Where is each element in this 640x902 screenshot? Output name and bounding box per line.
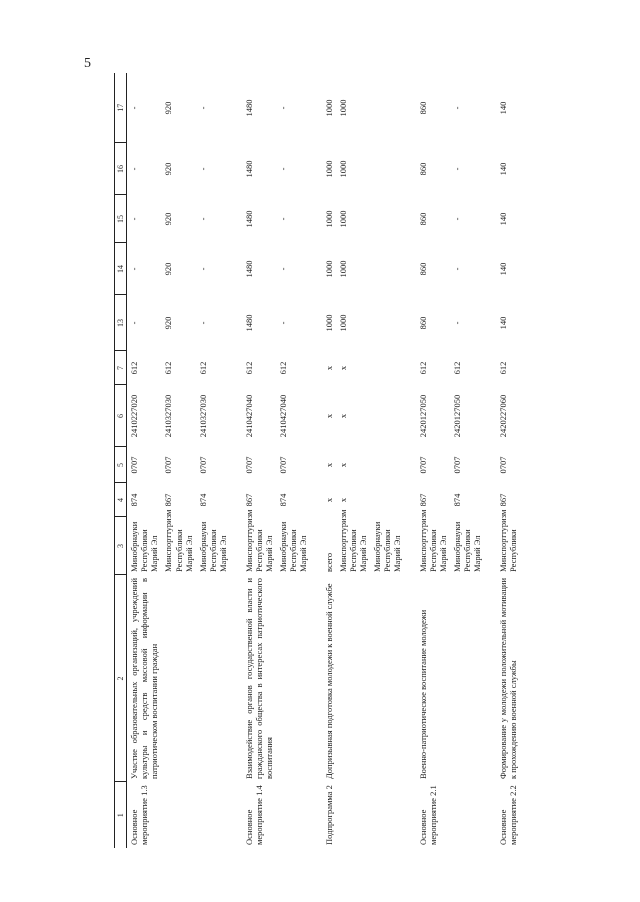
column-header-6: 6 <box>115 385 127 447</box>
table-header <box>115 73 127 848</box>
cell-c15: 1000 <box>323 210 334 228</box>
cell-c17: 1480 <box>243 99 254 117</box>
cell-c5: 0707 <box>243 456 254 474</box>
column-header-16: 16 <box>115 143 127 195</box>
cell-c13: - <box>129 321 140 325</box>
cell-c2 <box>370 575 404 782</box>
cell-c15: - <box>129 217 140 221</box>
column-header-13: 13 <box>115 295 127 351</box>
cell-c6: 2410427040 <box>243 394 254 438</box>
cell-c16: - <box>277 167 288 171</box>
cell-c3: Минспорттуризм Республики <box>497 509 518 572</box>
cell-c13: - <box>197 321 208 325</box>
cell-c4: x <box>323 497 334 503</box>
table-row <box>322 73 336 848</box>
cell-c15 <box>370 195 404 243</box>
cell-c1 <box>370 782 404 848</box>
cell-c4: 867 <box>417 493 428 507</box>
cell-c3: Минспорттуризм Республики Марий Эл <box>243 509 274 572</box>
table-row <box>276 73 310 848</box>
cell-c13: 920 <box>163 316 174 330</box>
cell-c1 <box>196 782 230 848</box>
cell-c3: Минобрнауки Республики Марий Эл <box>277 521 308 572</box>
cell-c15: - <box>451 217 462 221</box>
table-row <box>370 73 404 848</box>
cell-c14: - <box>451 267 462 271</box>
cell-c17: - <box>197 106 208 110</box>
cell-c2 <box>336 575 370 782</box>
cell-c7: 612 <box>129 361 140 375</box>
cell-c13: 860 <box>417 316 428 330</box>
table-body <box>127 73 520 848</box>
cell-c7: 612 <box>197 361 208 375</box>
cell-c2 <box>450 575 484 782</box>
cell-c14: 1000 <box>337 260 348 278</box>
cell-c13: 1480 <box>243 314 254 332</box>
cell-c3: Минспорттуризм Республики Марий Эл <box>163 509 194 572</box>
cell-c16 <box>370 143 404 195</box>
cell-c1: Основное мероприятие 2.2 <box>497 785 518 845</box>
cell-c16: 1000 <box>323 160 334 178</box>
cell-c3: Минобрнауки Республики Марий Эл <box>371 521 402 572</box>
rotated-table-container <box>114 78 634 848</box>
cell-c5: 0707 <box>497 456 508 474</box>
cell-c16: - <box>451 167 462 171</box>
cell-c5: 0707 <box>277 456 288 474</box>
table-row <box>242 73 276 848</box>
row-spacer <box>484 73 496 848</box>
cell-c15: 1000 <box>337 210 348 228</box>
cell-c5: x <box>337 462 348 468</box>
cell-c14: - <box>277 267 288 271</box>
cell-c17: 1000 <box>323 99 334 117</box>
table-row <box>127 73 162 848</box>
cell-c6: 2410427040 <box>277 394 288 438</box>
table-row <box>161 73 195 848</box>
cell-c4: 874 <box>451 493 462 507</box>
cell-c16: 140 <box>497 162 508 176</box>
cell-c1: Основное мероприятие 2.1 <box>417 785 438 845</box>
cell-c5: 0707 <box>129 456 140 474</box>
cell-c15: - <box>277 217 288 221</box>
row-spacer <box>230 73 242 848</box>
cell-c14: 920 <box>163 262 174 276</box>
cell-c6: 2410327030 <box>197 394 208 438</box>
cell-c17: 1000 <box>337 99 348 117</box>
cell-c15: 860 <box>417 212 428 226</box>
cell-c14: 140 <box>497 262 508 276</box>
cell-c4: 874 <box>129 493 140 507</box>
cell-c14: 1480 <box>243 260 254 278</box>
table-row <box>336 73 370 848</box>
cell-c16: 1000 <box>337 160 348 178</box>
cell-c15: 140 <box>497 212 508 226</box>
cell-c16: 860 <box>417 162 428 176</box>
cell-c7: 612 <box>163 361 174 375</box>
column-header-15: 15 <box>115 195 127 243</box>
cell-c7: 612 <box>277 361 288 375</box>
cell-c16: - <box>129 167 140 171</box>
cell-c5: 0707 <box>451 456 462 474</box>
column-header-7: 7 <box>115 351 127 385</box>
cell-c17: - <box>277 106 288 110</box>
cell-c7: 612 <box>497 361 508 375</box>
cell-c7: x <box>323 365 334 371</box>
cell-c5: x <box>323 462 334 468</box>
cell-c7: 612 <box>417 361 428 375</box>
column-header-2: 2 <box>115 575 127 782</box>
cell-c2: Военно-патриотическое воспитание молодежи <box>417 609 428 779</box>
cell-c6: 2420227060 <box>497 394 508 438</box>
cell-c4: 867 <box>243 493 254 507</box>
table-row <box>416 73 450 848</box>
cell-c7 <box>370 351 404 385</box>
cell-c5: 0707 <box>163 456 174 474</box>
cell-c16: - <box>197 167 208 171</box>
cell-c13 <box>370 295 404 351</box>
cell-c2 <box>276 575 310 782</box>
cell-c14: - <box>129 267 140 271</box>
cell-c7: 612 <box>451 361 462 375</box>
cell-c4: 867 <box>497 493 508 507</box>
cell-c2: Взаимодействие органов государственной власти и гражданского общества в интересах патриотического воспитания <box>243 578 274 779</box>
cell-c1 <box>336 782 370 848</box>
cell-c3: Минспорттуризм Республики Марий Эл <box>337 509 368 572</box>
cell-c15: - <box>197 217 208 221</box>
column-header-4: 4 <box>115 483 127 517</box>
cell-c3: всего <box>323 552 334 572</box>
cell-c7: x <box>337 365 348 371</box>
cell-c5: 0707 <box>197 456 208 474</box>
cell-c4: 874 <box>197 493 208 507</box>
cell-c7: 612 <box>243 361 254 375</box>
cell-c6: 2420127050 <box>417 394 428 438</box>
row-spacer <box>404 73 416 848</box>
cell-c6: 2410227020 <box>129 394 140 438</box>
column-header-5: 5 <box>115 447 127 483</box>
cell-c5 <box>370 447 404 483</box>
cell-c4: 874 <box>277 493 288 507</box>
cell-c16: 920 <box>163 162 174 176</box>
cell-c13: - <box>451 321 462 325</box>
cell-c2: Допризывная подготовка молодежи к военной службе <box>323 583 334 779</box>
cell-c6: 2410327030 <box>163 394 174 438</box>
cell-c13: 140 <box>497 316 508 330</box>
cell-c14 <box>370 243 404 295</box>
cell-c17: - <box>129 106 140 110</box>
cell-c17 <box>370 73 404 143</box>
budget-table <box>114 73 520 848</box>
cell-c6 <box>370 385 404 447</box>
cell-c13: 1000 <box>323 314 334 332</box>
cell-c14: 860 <box>417 262 428 276</box>
cell-c16: 1480 <box>243 160 254 178</box>
cell-c1 <box>450 782 484 848</box>
cell-c4 <box>370 483 404 517</box>
table-row <box>450 73 484 848</box>
cell-c13: - <box>277 321 288 325</box>
cell-c15: 1480 <box>243 210 254 228</box>
cell-c6: x <box>337 413 348 419</box>
cell-c4: x <box>337 497 348 503</box>
cell-c2 <box>196 575 230 782</box>
cell-c17: - <box>451 106 462 110</box>
cell-c13: 1000 <box>337 314 348 332</box>
cell-c1 <box>161 782 195 848</box>
cell-c3: Минобрнауки Республики Марий Эл <box>451 521 482 572</box>
cell-c6: 2420127050 <box>451 394 462 438</box>
column-header-3: 3 <box>115 517 127 575</box>
column-header-14: 14 <box>115 243 127 295</box>
row-spacer <box>310 73 322 848</box>
cell-c14: - <box>197 267 208 271</box>
cell-c4: 867 <box>163 493 174 507</box>
cell-c1 <box>276 782 310 848</box>
cell-c1: Подпрограмма 2 <box>323 785 334 845</box>
cell-c14: 1000 <box>323 260 334 278</box>
cell-c1: Основное мероприятие 1.3 <box>129 785 150 845</box>
cell-c6: x <box>323 413 334 419</box>
cell-c3: Минобрнауки Республики Марий Эл <box>197 521 228 572</box>
table-row <box>196 73 230 848</box>
cell-c2: Участие образовательных организаций, учреждений культуры и средств массовой информации в патриотическом воспитании граждан <box>129 578 160 779</box>
cell-c3: Минобрнауки Республики Марий Эл <box>129 521 160 572</box>
cell-c2: Формирование у молодежи положительной мотивации к прохождению военной службы <box>497 578 518 779</box>
column-header-1: 1 <box>115 782 127 848</box>
cell-c17: 920 <box>163 101 174 115</box>
cell-c3: Минспорттуризм Республики Марий Эл <box>417 509 448 572</box>
cell-c2 <box>161 575 195 782</box>
cell-c5: 0707 <box>417 456 428 474</box>
table-row <box>496 73 520 848</box>
cell-c17: 860 <box>417 101 428 115</box>
cell-c15: 920 <box>163 212 174 226</box>
cell-c1: Основное мероприятие 1.4 <box>243 785 264 845</box>
column-header-17: 17 <box>115 73 127 143</box>
cell-c17: 140 <box>497 101 508 115</box>
page-number: 5 <box>84 56 91 71</box>
